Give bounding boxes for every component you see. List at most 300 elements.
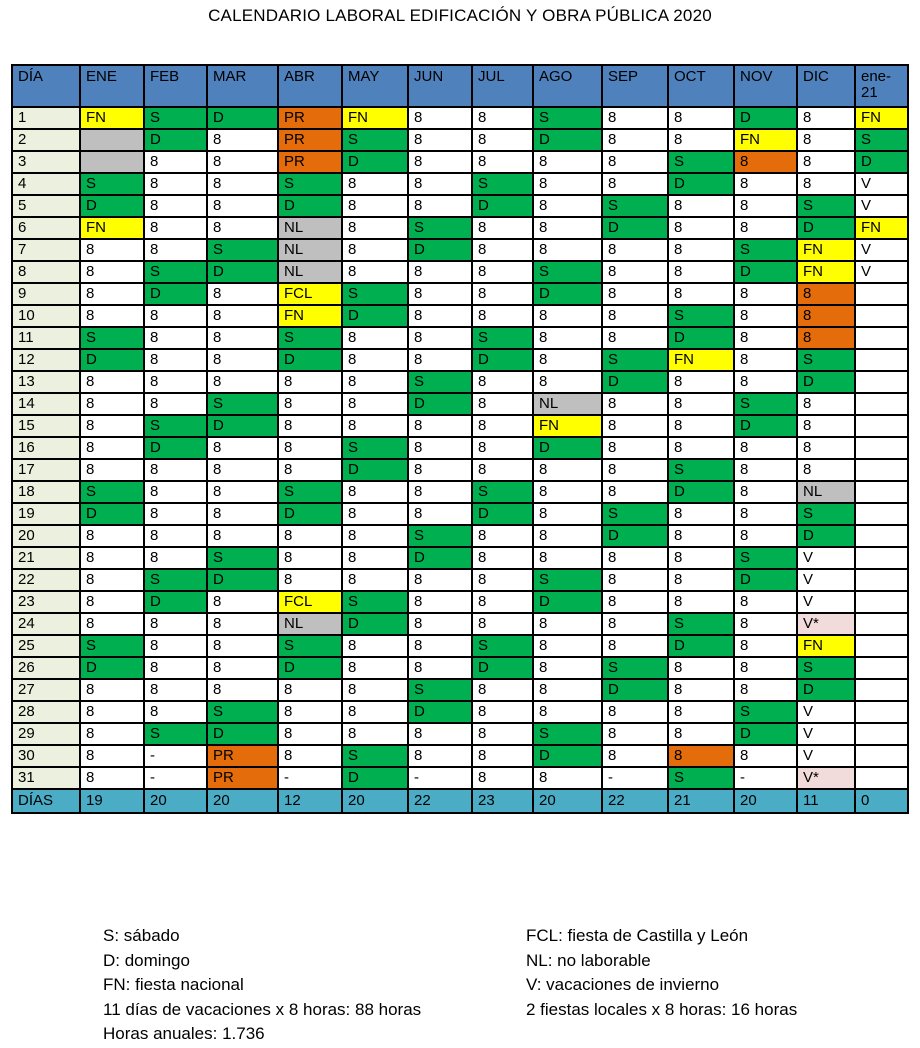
calendar-cell: 8 bbox=[342, 701, 408, 723]
calendar-cell: 8 bbox=[408, 349, 472, 371]
calendar-cell: 8 bbox=[533, 173, 602, 195]
calendar-cell: 8 bbox=[80, 525, 144, 547]
calendar-cell: 8 bbox=[408, 327, 472, 349]
calendar-cell: D bbox=[342, 305, 408, 327]
calendar-cell: D bbox=[342, 613, 408, 635]
totals-cell: 19 bbox=[80, 789, 144, 813]
calendar-cell: 8 bbox=[533, 195, 602, 217]
calendar-cell: D bbox=[472, 195, 533, 217]
calendar-cell: 8 bbox=[472, 525, 533, 547]
table-row bbox=[12, 635, 908, 657]
calendar-cell: 8 bbox=[533, 503, 602, 525]
calendar-cell: 8 bbox=[734, 371, 797, 393]
calendar-cell: 8 bbox=[602, 151, 668, 173]
calendar-cell bbox=[80, 129, 144, 151]
day-number: 6 bbox=[12, 217, 80, 239]
calendar-cell: NL bbox=[533, 393, 602, 415]
calendar-cell: D bbox=[408, 701, 472, 723]
totals-cell: 20 bbox=[734, 789, 797, 813]
calendar-cell: 8 bbox=[408, 569, 472, 591]
calendar-cell: 8 bbox=[207, 129, 278, 151]
calendar-cell: 8 bbox=[602, 327, 668, 349]
legend-item: FCL: fiesta de Castilla y León bbox=[526, 926, 749, 945]
calendar-cell: 8 bbox=[602, 635, 668, 657]
calendar-cell: 8 bbox=[342, 393, 408, 415]
calendar-cell: 8 bbox=[207, 283, 278, 305]
table-row bbox=[12, 503, 908, 525]
totals-label: DÍAS bbox=[12, 789, 80, 813]
calendar-cell: D bbox=[144, 129, 207, 151]
calendar-cell: D bbox=[207, 107, 278, 129]
calendar-cell bbox=[855, 305, 908, 327]
calendar-cell: 8 bbox=[278, 547, 342, 569]
calendar-cell: 8 bbox=[408, 459, 472, 481]
calendar-cell: 8 bbox=[602, 415, 668, 437]
calendar-cell: 8 bbox=[408, 613, 472, 635]
calendar-cell: PR bbox=[278, 151, 342, 173]
calendar-cell: 8 bbox=[797, 415, 855, 437]
calendar-cell: 8 bbox=[408, 261, 472, 283]
calendar-cell: 8 bbox=[278, 393, 342, 415]
calendar-cell: S bbox=[278, 481, 342, 503]
table-row bbox=[12, 481, 908, 503]
calendar-cell: 8 bbox=[207, 305, 278, 327]
calendar-cell: 8 bbox=[797, 151, 855, 173]
calendar-cell: 8 bbox=[207, 459, 278, 481]
page-title: CALENDARIO LABORAL EDIFICACIÓN Y OBRA PÚBLICA 2020 bbox=[208, 6, 712, 25]
calendar-cell: 8 bbox=[342, 217, 408, 239]
calendar-cell: D bbox=[797, 525, 855, 547]
calendar-cell: 8 bbox=[533, 635, 602, 657]
totals-cell: 20 bbox=[342, 789, 408, 813]
day-number: 21 bbox=[12, 547, 80, 569]
calendar-cell: S bbox=[602, 349, 668, 371]
calendar-cell: D bbox=[472, 657, 533, 679]
calendar-cell: 8 bbox=[797, 305, 855, 327]
calendar-cell: 8 bbox=[668, 503, 734, 525]
calendar-cell: - bbox=[278, 767, 342, 789]
calendar-cell: 8 bbox=[278, 679, 342, 701]
calendar-cell: 8 bbox=[408, 107, 472, 129]
calendar-cell: 8 bbox=[144, 195, 207, 217]
totals-cell: 20 bbox=[144, 789, 207, 813]
calendar-cell: 8 bbox=[408, 415, 472, 437]
calendar-cell: D bbox=[207, 723, 278, 745]
calendar-cell: 8 bbox=[408, 503, 472, 525]
table-row bbox=[12, 657, 908, 679]
calendar-cell: 8 bbox=[472, 767, 533, 789]
day-number: 24 bbox=[12, 613, 80, 635]
calendar-cell: 8 bbox=[342, 723, 408, 745]
calendar-cell: 8 bbox=[80, 371, 144, 393]
table-row bbox=[12, 195, 908, 217]
calendar-cell: 8 bbox=[144, 217, 207, 239]
calendar-cell: FN bbox=[80, 107, 144, 129]
day-number: 31 bbox=[12, 767, 80, 789]
calendar-cell: - bbox=[408, 767, 472, 789]
calendar-cell: PR bbox=[207, 767, 278, 789]
calendar-cell: 8 bbox=[668, 547, 734, 569]
calendar-cell: 8 bbox=[602, 283, 668, 305]
table-row bbox=[12, 437, 908, 459]
calendar-cell: 8 bbox=[668, 415, 734, 437]
calendar-cell: 8 bbox=[533, 349, 602, 371]
calendar-cell: 8 bbox=[668, 393, 734, 415]
calendar-cell: D bbox=[342, 459, 408, 481]
calendar-cell: 8 bbox=[734, 151, 797, 173]
calendar-cell: S bbox=[734, 393, 797, 415]
calendar-cell: 8 bbox=[734, 283, 797, 305]
calendar-cell: V bbox=[797, 723, 855, 745]
calendar-cell: 8 bbox=[80, 547, 144, 569]
table-row bbox=[12, 525, 908, 547]
legend-item: Horas anuales: 1.736 bbox=[103, 1024, 265, 1043]
calendar-cell: 8 bbox=[602, 459, 668, 481]
totals-row bbox=[12, 789, 908, 813]
calendar-cell: D bbox=[533, 129, 602, 151]
table-row bbox=[12, 107, 908, 129]
table-row bbox=[12, 547, 908, 569]
calendar-cell: D bbox=[278, 349, 342, 371]
table-row bbox=[12, 173, 908, 195]
calendar-cell: S bbox=[533, 107, 602, 129]
calendar-cell: D bbox=[408, 393, 472, 415]
calendar-cell: 8 bbox=[207, 525, 278, 547]
calendar-cell: D bbox=[668, 481, 734, 503]
calendar-cell: 8 bbox=[408, 723, 472, 745]
calendar-cell: 8 bbox=[602, 547, 668, 569]
calendar-cell: 8 bbox=[278, 723, 342, 745]
calendar-cell: V bbox=[855, 261, 908, 283]
calendar-cell: 8 bbox=[342, 481, 408, 503]
calendar-cell: 8 bbox=[668, 525, 734, 547]
calendar-cell: S bbox=[734, 701, 797, 723]
calendar-cell: 8 bbox=[408, 283, 472, 305]
calendar-cell: S bbox=[278, 327, 342, 349]
calendar-cell: 8 bbox=[533, 525, 602, 547]
calendar-cell: 8 bbox=[472, 415, 533, 437]
table-row bbox=[12, 327, 908, 349]
calendar-cell bbox=[855, 393, 908, 415]
calendar-cell bbox=[855, 767, 908, 789]
calendar-cell: 8 bbox=[533, 767, 602, 789]
calendar-cell: 8 bbox=[668, 239, 734, 261]
calendar-cell: 8 bbox=[734, 349, 797, 371]
header-month: SEP bbox=[602, 65, 668, 107]
calendar-cell: S bbox=[342, 591, 408, 613]
calendar-cell: 8 bbox=[668, 679, 734, 701]
legend-right bbox=[526, 924, 797, 1022]
calendar-cell: S bbox=[734, 547, 797, 569]
table-row bbox=[12, 305, 908, 327]
calendar-cell: D bbox=[80, 349, 144, 371]
day-number: 4 bbox=[12, 173, 80, 195]
day-number: 8 bbox=[12, 261, 80, 283]
calendar-cell: 8 bbox=[144, 525, 207, 547]
calendar-cell bbox=[855, 525, 908, 547]
totals-cell: 23 bbox=[472, 789, 533, 813]
calendar-cell: S bbox=[207, 701, 278, 723]
calendar-cell: D bbox=[668, 635, 734, 657]
calendar-cell: 8 bbox=[207, 635, 278, 657]
totals-cell: 11 bbox=[797, 789, 855, 813]
day-number: 1 bbox=[12, 107, 80, 129]
calendar-cell: NL bbox=[278, 261, 342, 283]
header-month: NOV bbox=[734, 65, 797, 107]
calendar-cell: 8 bbox=[533, 547, 602, 569]
calendar-cell: 8 bbox=[80, 613, 144, 635]
calendar-cell: 8 bbox=[342, 569, 408, 591]
calendar-cell: 8 bbox=[408, 305, 472, 327]
table-row bbox=[12, 767, 908, 789]
calendar-cell: 8 bbox=[472, 107, 533, 129]
calendar-cell bbox=[855, 613, 908, 635]
calendar-cell: S bbox=[734, 239, 797, 261]
calendar-cell: S bbox=[80, 635, 144, 657]
calendar-cell: S bbox=[408, 525, 472, 547]
calendar-cell: 8 bbox=[533, 217, 602, 239]
calendar-cell: 8 bbox=[207, 591, 278, 613]
calendar-cell: - bbox=[602, 767, 668, 789]
calendar-cell: 8 bbox=[602, 107, 668, 129]
calendar-cell: V* bbox=[797, 613, 855, 635]
calendar-cell: 8 bbox=[278, 371, 342, 393]
calendar-cell: - bbox=[144, 745, 207, 767]
calendar-cell bbox=[855, 591, 908, 613]
calendar-cell: 8 bbox=[207, 679, 278, 701]
calendar-cell: 8 bbox=[734, 591, 797, 613]
day-number: 28 bbox=[12, 701, 80, 723]
day-number: 19 bbox=[12, 503, 80, 525]
calendar-cell: 8 bbox=[207, 217, 278, 239]
calendar-cell: 8 bbox=[602, 745, 668, 767]
calendar-cell: FN bbox=[533, 415, 602, 437]
calendar-cell: 8 bbox=[207, 657, 278, 679]
day-number: 10 bbox=[12, 305, 80, 327]
calendar-cell: S bbox=[533, 723, 602, 745]
calendar-cell: 8 bbox=[80, 283, 144, 305]
calendar-cell bbox=[855, 349, 908, 371]
calendar-cell: 8 bbox=[602, 173, 668, 195]
calendar-cell: D bbox=[80, 195, 144, 217]
calendar-cell: 8 bbox=[668, 261, 734, 283]
calendar-cell: 8 bbox=[472, 723, 533, 745]
calendar-cell: S bbox=[342, 745, 408, 767]
calendar-cell: S bbox=[472, 327, 533, 349]
day-number: 5 bbox=[12, 195, 80, 217]
table-row bbox=[12, 393, 908, 415]
calendar-cell bbox=[855, 459, 908, 481]
header-month: JUL bbox=[472, 65, 533, 107]
calendar-cell: V bbox=[797, 591, 855, 613]
calendar-cell: 8 bbox=[207, 151, 278, 173]
totals-cell: 22 bbox=[408, 789, 472, 813]
calendar-cell: - bbox=[144, 767, 207, 789]
legend-item: NL: no laborable bbox=[526, 950, 651, 970]
calendar-cell: 8 bbox=[342, 261, 408, 283]
calendar-cell: D bbox=[144, 283, 207, 305]
calendar-cell: 8 bbox=[144, 613, 207, 635]
calendar-cell: 8 bbox=[80, 437, 144, 459]
day-number: 12 bbox=[12, 349, 80, 371]
calendar-cell: 8 bbox=[668, 569, 734, 591]
day-number: 27 bbox=[12, 679, 80, 701]
calendar-cell: S bbox=[144, 723, 207, 745]
calendar-cell: S bbox=[144, 261, 207, 283]
calendar-cell: 8 bbox=[797, 459, 855, 481]
calendar-cell: 8 bbox=[80, 745, 144, 767]
calendar-cell: 8 bbox=[80, 459, 144, 481]
calendar-cell: S bbox=[80, 327, 144, 349]
table-row bbox=[12, 459, 908, 481]
calendar-cell: D bbox=[144, 591, 207, 613]
calendar-cell: 8 bbox=[602, 305, 668, 327]
calendar-cell: 8 bbox=[668, 371, 734, 393]
calendar-cell: 8 bbox=[144, 349, 207, 371]
calendar-cell: 8 bbox=[734, 437, 797, 459]
header-month: MAR bbox=[207, 65, 278, 107]
legend-item: 2 fiestas locales x 8 horas: 16 horas bbox=[526, 999, 798, 1019]
calendar-cell: D bbox=[734, 415, 797, 437]
calendar-cell: 8 bbox=[602, 701, 668, 723]
calendar-cell bbox=[855, 547, 908, 569]
calendar-cell: FCL bbox=[278, 591, 342, 613]
calendar-cell: PR bbox=[207, 745, 278, 767]
day-number: 14 bbox=[12, 393, 80, 415]
calendar-cell: D bbox=[207, 569, 278, 591]
calendar-cell: 8 bbox=[797, 437, 855, 459]
calendar-cell: D bbox=[278, 657, 342, 679]
table-row bbox=[12, 283, 908, 305]
calendar-cell: 8 bbox=[80, 305, 144, 327]
day-number: 26 bbox=[12, 657, 80, 679]
calendar-cell: 8 bbox=[533, 371, 602, 393]
calendar-cell: FN bbox=[855, 107, 908, 129]
calendar-cell: 8 bbox=[342, 547, 408, 569]
calendar-cell: 8 bbox=[472, 261, 533, 283]
calendar-cell: 8 bbox=[797, 173, 855, 195]
calendar-cell: 8 bbox=[342, 239, 408, 261]
calendar-cell: 8 bbox=[668, 107, 734, 129]
calendar-cell: 8 bbox=[533, 481, 602, 503]
header-row bbox=[12, 65, 908, 107]
calendar-cell: 8 bbox=[408, 173, 472, 195]
calendar-cell: S bbox=[408, 371, 472, 393]
calendar-cell: 8 bbox=[80, 239, 144, 261]
calendar-cell: S bbox=[602, 195, 668, 217]
calendar-cell: FN bbox=[797, 635, 855, 657]
calendar-cell: S bbox=[797, 657, 855, 679]
calendar-cell: S bbox=[472, 173, 533, 195]
calendar-cell: 8 bbox=[668, 745, 734, 767]
calendar-cell: 8 bbox=[408, 151, 472, 173]
calendar-cell: 8 bbox=[734, 217, 797, 239]
calendar-cell: 8 bbox=[472, 591, 533, 613]
day-number: 16 bbox=[12, 437, 80, 459]
calendar-cell: 8 bbox=[207, 349, 278, 371]
calendar-cell: 8 bbox=[207, 327, 278, 349]
calendar-cell: D bbox=[668, 327, 734, 349]
calendar-cell: 8 bbox=[80, 415, 144, 437]
calendar-cell: S bbox=[668, 151, 734, 173]
calendar-cell: 8 bbox=[144, 459, 207, 481]
table-row bbox=[12, 415, 908, 437]
calendar-cell: FN bbox=[855, 217, 908, 239]
calendar-cell: V bbox=[855, 173, 908, 195]
calendar-cell: V bbox=[855, 239, 908, 261]
calendar-cell: 8 bbox=[80, 767, 144, 789]
calendar-cell: V bbox=[797, 701, 855, 723]
calendar-cell bbox=[80, 151, 144, 173]
calendar-cell: 8 bbox=[207, 481, 278, 503]
calendar-cell: NL bbox=[797, 481, 855, 503]
calendar-cell: NL bbox=[278, 217, 342, 239]
calendar-cell: D bbox=[734, 107, 797, 129]
calendar-cell: 8 bbox=[533, 657, 602, 679]
calendar-cell: S bbox=[207, 547, 278, 569]
calendar-cell: 8 bbox=[668, 591, 734, 613]
calendar-cell: 8 bbox=[342, 173, 408, 195]
calendar-cell: NL bbox=[278, 613, 342, 635]
calendar-cell: 8 bbox=[602, 723, 668, 745]
calendar-cell: 8 bbox=[207, 195, 278, 217]
calendar-cell: 8 bbox=[144, 481, 207, 503]
calendar-cell: 8 bbox=[668, 723, 734, 745]
calendar-cell: - bbox=[734, 767, 797, 789]
calendar-cell: 8 bbox=[734, 459, 797, 481]
calendar-cell: V bbox=[797, 745, 855, 767]
calendar-cell: 8 bbox=[734, 613, 797, 635]
day-number: 20 bbox=[12, 525, 80, 547]
header-month: ABR bbox=[278, 65, 342, 107]
calendar-cell: 8 bbox=[668, 657, 734, 679]
calendar-cell: 8 bbox=[278, 459, 342, 481]
calendar-cell: 8 bbox=[668, 129, 734, 151]
calendar-cell: 8 bbox=[278, 437, 342, 459]
calendar-cell: 8 bbox=[342, 503, 408, 525]
calendar-cell: 8 bbox=[472, 459, 533, 481]
calendar-cell: 8 bbox=[602, 481, 668, 503]
calendar-cell: 8 bbox=[472, 745, 533, 767]
calendar-cell: 8 bbox=[734, 679, 797, 701]
calendar-cell: 8 bbox=[80, 723, 144, 745]
calendar-cell: FN bbox=[668, 349, 734, 371]
calendar-cell: S bbox=[342, 283, 408, 305]
calendar-cell: S bbox=[602, 657, 668, 679]
legend-left bbox=[103, 924, 421, 1047]
calendar-cell: 8 bbox=[408, 635, 472, 657]
calendar-cell bbox=[855, 327, 908, 349]
calendar-cell: 8 bbox=[602, 437, 668, 459]
calendar-cell: 8 bbox=[80, 569, 144, 591]
calendar-cell: 8 bbox=[734, 327, 797, 349]
calendar-cell: D bbox=[533, 437, 602, 459]
calendar-cell: D bbox=[472, 503, 533, 525]
calendar-cell: 8 bbox=[734, 305, 797, 327]
table-row bbox=[12, 701, 908, 723]
header-month: DIC bbox=[797, 65, 855, 107]
calendar-cell: S bbox=[668, 305, 734, 327]
calendar-cell: 8 bbox=[668, 437, 734, 459]
table-row bbox=[12, 217, 908, 239]
table-row bbox=[12, 129, 908, 151]
calendar-cell: 8 bbox=[342, 657, 408, 679]
table-row bbox=[12, 261, 908, 283]
calendar-cell: 8 bbox=[144, 679, 207, 701]
calendar-cell bbox=[855, 569, 908, 591]
calendar-cell: D bbox=[472, 349, 533, 371]
calendar-cell: D bbox=[734, 569, 797, 591]
